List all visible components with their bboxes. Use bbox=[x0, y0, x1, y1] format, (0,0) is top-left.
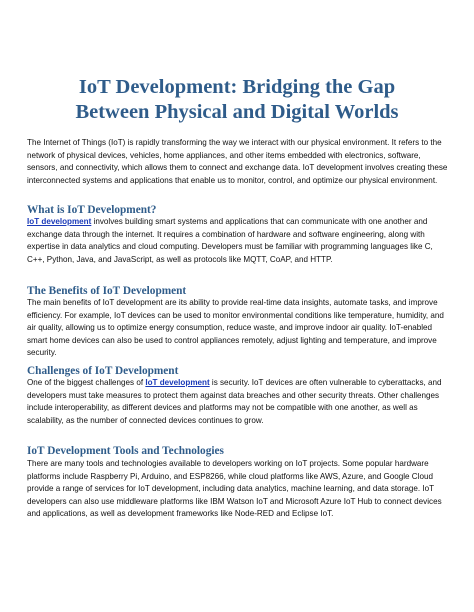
section-heading-tools: IoT Development Tools and Technologies bbox=[27, 445, 224, 457]
paragraph-text: is security. IoT devices are often vulnerable to cyberattacks, and developers must take measures to protect them against data breaches and other security threats. Other challenges include interoperability, as different devices and platforms may not be compatible with one another, as well as scalability, as the number of connected devices continues to grow. bbox=[27, 378, 442, 425]
section-heading-benefits: The Benefits of IoT Development bbox=[27, 285, 187, 297]
section-paragraph-tools: There are many tools and technologies available to developers working on IoT projects. Some popular hardware platforms include Raspberry Pi, Arduino, and ESP8266, while cloud platforms like AWS, Azure, and Google Cloud provide a range of services for IoT development, including data analytics, machine learning, and data storage. IoT developers can also use middleware platforms like IBM Watson IoT and Microsoft Azure IoT Hub to connect devices and applications, as well as development frameworks like Node-RED and Eclipse IoT. bbox=[27, 459, 442, 519]
section-paragraph-benefits: The main benefits of IoT development are its ability to provide real-time data insights, automate tasks, and improve efficiency. For example, IoT devices can be used to monitor environmental conditions like temperature, humidity, and air quality, allowing us to optimize energy consumption, reduce waste, and improve indoor air quality. IoT-enabled smart home devices can also be used to control appliances remotely, adjust lighting and temperature, and improve security. bbox=[27, 298, 444, 358]
iot-development-link[interactable]: IoT development bbox=[145, 378, 210, 387]
intro-paragraph: The Internet of Things (IoT) is rapidly transforming the way we interact with our physical environment. It refers to the network of physical devices, vehicles, home appliances, and other items embedded with electronics, software, sensors, and connectivity, which allows them to connect and exchange data. IoT development involves creating these interconnected systems and applications that enable us to monitor, control, and optimize our physical environment. bbox=[27, 138, 448, 185]
document-title: IoT Development: Bridging the Gap Between Physical and Digital Worlds bbox=[75, 76, 399, 123]
section-heading-what-is-iot: What is IoT Development? bbox=[27, 204, 157, 216]
section-paragraph-challenges bbox=[27, 377, 451, 427]
section-paragraph-what-is-iot bbox=[27, 216, 451, 266]
paragraph-text: One of the biggest challenges of bbox=[27, 378, 146, 387]
iot-development-link[interactable]: IoT development bbox=[27, 217, 92, 226]
paragraph-text: involves building smart systems and applications that can communicate with one another and exchange data through the internet. It requires a combination of hardware and software engineering, along with expertise in data analytics and cloud computing. Developers must be familiar with programming languages like C, C++, Python, Java, and JavaScript, as well as protocols like MQTT, CoAP, and HTTP. bbox=[27, 217, 433, 264]
section-heading-challenges: Challenges of IoT Development bbox=[27, 365, 179, 377]
